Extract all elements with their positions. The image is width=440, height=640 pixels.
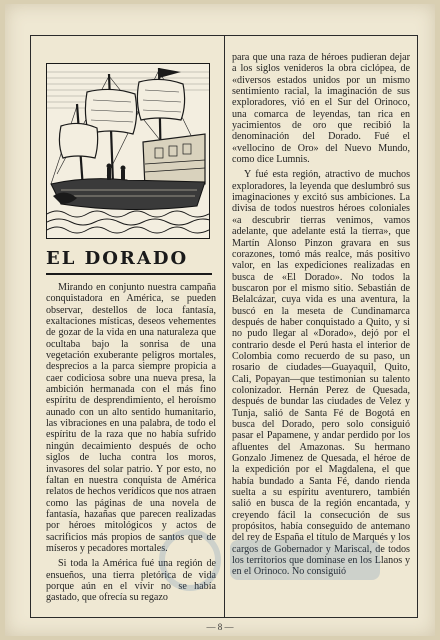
page-number: — 8 — <box>206 622 234 632</box>
title-underline <box>46 273 212 275</box>
right-column <box>232 52 410 578</box>
galleon-drawing <box>47 64 209 238</box>
right-paragraph: para que una raza de héroes pudieran dejar a los siglos venideros la obra ciclópea, de «diversos estados unidos por un mismo sentimiento racial, la imaginación de sus exploradores, vió en el Sur del Orinoco, una comarca de leyendas, tan rica en yacimientos de oro que recibió la denominación del Dorado. Fué el «vellocino de Oro» del Nuevo Mundo, como dice Lumnis. <box>232 52 410 166</box>
left-paragraph: Si toda la América fué una región de ensueños, una tierra pletórica de vida porque aún en el vivir no se había gastado, que ofrecía su regazo <box>46 558 216 604</box>
left-paragraph: Mirando en conjunto nuestra campaña conquistadora en América, se pueden observar, destellos de loca fantasía, exaltaciones místicas, deseos vehementes de gozar de la vida en una naturaleza que ocultaba bajo la sonrisa de una vegetación exuberante peligros mortales, desprecios a la parca siempre propicia a caer codiciosa sobre una nueva presa, la ambición hermanada con el más fino espíritu de desprendimiento, el heroísmo aunado con un alto sentido humanitario, las vibraciones en una palabra, de todo el espíritu de la raza que no había sufrido ningún decaimiento después de ocho siglos de lucha contra los moros, invasores del solar patrio. Y por esto, no faltan en nuestra conquista de América relatos de hechos verídicos que nos atraen como las páginas de una novela de fantasía, hazañas que parecen realizadas por héroes mitológicos y actos de sacrificios más propios de santos que de míseros y pecadores mortales. <box>46 282 216 554</box>
column-divider <box>224 35 225 618</box>
left-column <box>46 282 216 604</box>
galleon-illustration <box>46 63 210 239</box>
article-title: EL DORADO <box>46 248 189 269</box>
right-paragraph: Y fué esta región, atractivo de muchos exploradores, la leyenda que deslumbró sus imaginaciones y excitó sus ambiciones. La divisa de todos nuestros héroes coloniales «a descubrir tierras venimos, vamos adelante, que adelante está la tierra», que Martín Alonso Pinzon gravara en sus corazones, tomó más realce, más positivo valor, en las expediciones realizadas en busca de «El Dorado». No todos la buscaron por el mismo sitio. Sebastián de Belalcázar, cuya vida es una aventura, la buscó en la meseta de Cundinamarca después de haber conquistado a Quito, y si no pudo llegar al «Dorado», dejó por el contrario desde el Perú hasta el interior de Colombia como recuerdo de su paso, un rosario de ciudades—Guayaquil, Quito, Cali, Popayan—que testimonian su talento colonizador. Hernán Perez de Quesada, después de bundar las ciudades de Velez y Tunja, salió de Santa Fé de Bogotá en busca del Dorado, pero solo consiguió pasar el Papamene, y andar perdido por los afluentes del Amazonas. Su hermano Gonzalo Jimenez de Quesada, el héroe de la expedición por el Magdalena, el que había bundado a Santa Fé, dando rienda suelta a su espíritu aventurero, también salió en busca de la región encantada, y creyendo fácil la consecución de sus propósitos, había conseguido de antemano del rey de España el título de Marqués y los cargos de Gobernador y Mariscal, de todos los territorios que dominase en los Llanos y en el Orinoco. No consiguió <box>232 169 410 578</box>
